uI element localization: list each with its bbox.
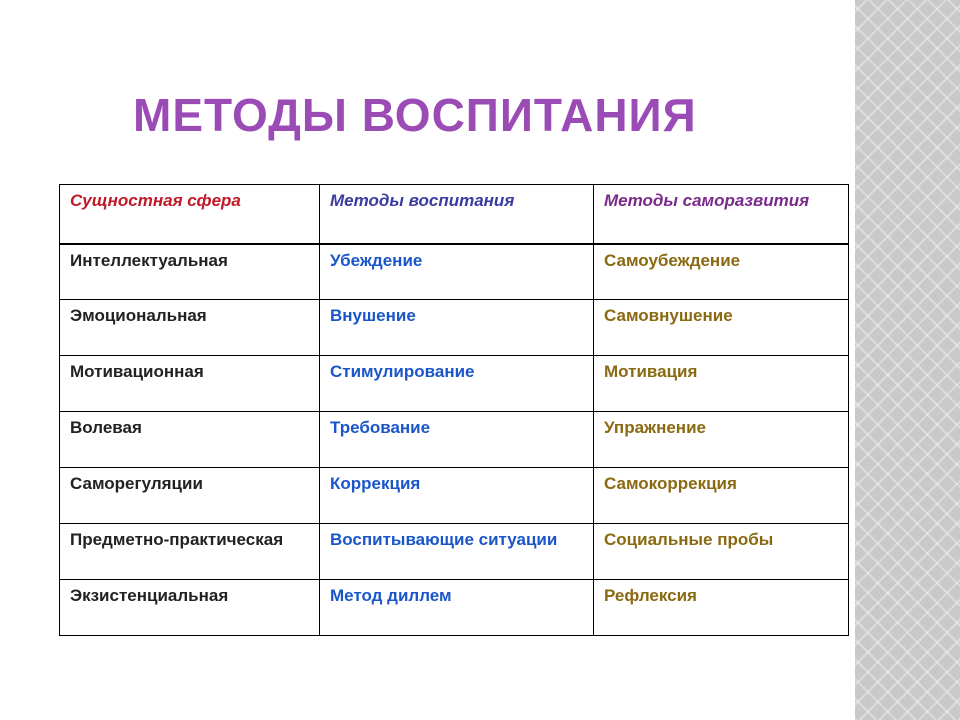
cell-upbringing-method: Коррекция — [320, 468, 594, 524]
cell-upbringing-method: Метод диллем — [320, 580, 594, 636]
cell-sphere: Саморегуляции — [60, 468, 320, 524]
cell-upbringing-method: Стимулирование — [320, 356, 594, 412]
cell-sphere: Интеллектуальная — [60, 244, 320, 300]
header-self-development-methods: Методы саморазвития — [594, 185, 849, 244]
table-row — [60, 356, 849, 412]
cell-sphere: Предметно-практическая — [60, 524, 320, 580]
cell-upbringing-method: Требование — [320, 412, 594, 468]
cell-sphere: Мотивационная — [60, 356, 320, 412]
cell-upbringing-method: Воспитывающие ситуации — [320, 524, 594, 580]
cell-upbringing-method: Убеждение — [320, 244, 594, 300]
cell-self-development-method: Самовнушение — [594, 300, 849, 356]
cell-upbringing-method: Внушение — [320, 300, 594, 356]
decorative-side-pattern — [855, 0, 960, 720]
table-row — [60, 412, 849, 468]
table-row — [60, 580, 849, 636]
header-sphere: Сущностная сфера — [60, 185, 320, 244]
cell-self-development-method: Рефлексия — [594, 580, 849, 636]
cell-self-development-method: Социальные пробы — [594, 524, 849, 580]
cell-self-development-method: Упражнение — [594, 412, 849, 468]
table-row — [60, 244, 849, 300]
cell-sphere: Эмоциональная — [60, 300, 320, 356]
table-row — [60, 468, 849, 524]
cell-self-development-method: Самокоррекция — [594, 468, 849, 524]
table-row — [60, 524, 849, 580]
methods-table — [59, 184, 849, 636]
cell-sphere: Волевая — [60, 412, 320, 468]
table-header-row — [60, 185, 849, 244]
header-upbringing-methods: Методы воспитания — [320, 185, 594, 244]
cell-self-development-method: Самоубеждение — [594, 244, 849, 300]
cell-sphere: Экзистенциальная — [60, 580, 320, 636]
slide-title: МЕТОДЫ ВОСПИТАНИЯ — [133, 89, 697, 141]
table-row — [60, 300, 849, 356]
cell-self-development-method: Мотивация — [594, 356, 849, 412]
